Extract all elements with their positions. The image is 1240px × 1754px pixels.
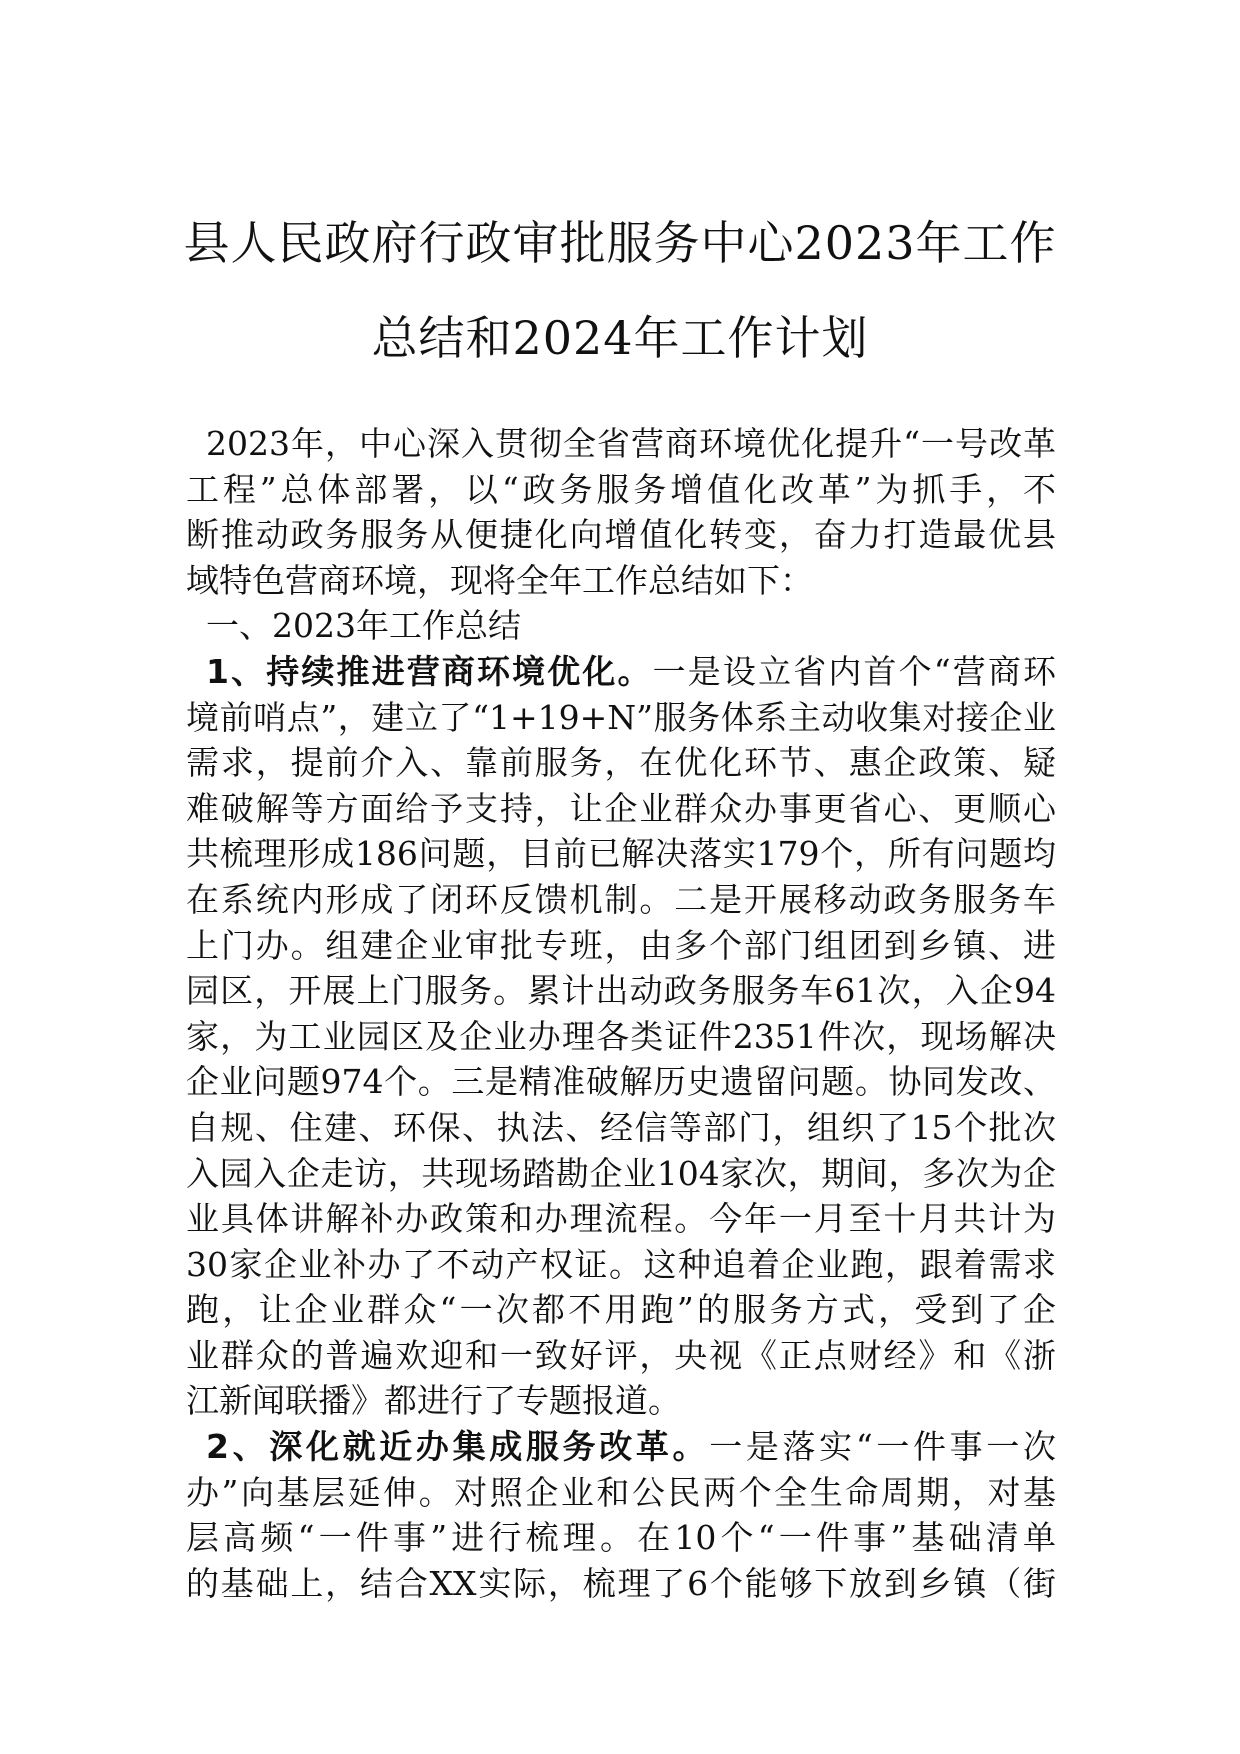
paragraph-line: 难破解等方面给予支持，让企业群众办事更省心、更顺心 bbox=[186, 788, 1056, 828]
paragraph-text: 一是落实“一件事一次 bbox=[709, 1427, 1056, 1467]
paragraph-line: 业具体讲解补办政策和办理流程。今年一月至十月共计为 bbox=[186, 1199, 1056, 1239]
paragraph-line: 需求，提前介入、靠前服务，在优化环节、惠企政策、疑 bbox=[186, 743, 1056, 783]
section-heading: 一、2023年工作总结 bbox=[206, 606, 521, 646]
paragraph-line: 上门办。组建企业审批专班，由多个部门组团到乡镇、进 bbox=[186, 925, 1056, 965]
paragraph-line: 跑，让企业群众“一次都不用跑”的服务方式，受到了企 bbox=[186, 1290, 1056, 1330]
paragraph-line: 在系统内形成了闭环反馈机制。二是开展移动政务服务车 bbox=[186, 879, 1056, 919]
paragraph-line: 层高频“一件事”进行梳理。在10个“一件事”基础清单 bbox=[186, 1518, 1056, 1558]
paragraph-line bbox=[186, 649, 1056, 695]
paragraph-line: 2023年，中心深入贯彻全省营商环境优化提升“一号改革 bbox=[206, 424, 1056, 463]
paragraph-line: 自规、住建、环保、执法、经信等部门，组织了15个批次 bbox=[186, 1107, 1056, 1147]
paragraph-line: 办”向基层延伸。对照企业和公民两个全生命周期，对基 bbox=[186, 1472, 1056, 1512]
document-body bbox=[186, 421, 1056, 1606]
paragraph-line: 江新闻联播》都进行了专题报道。 bbox=[186, 1381, 681, 1421]
paragraph-line: 入园入企走访，共现场踏勘企业104家次，期间，多次为企 bbox=[186, 1153, 1056, 1193]
paragraph-line: 工程”总体部署，以“政务服务增值化改革”为抓手，不 bbox=[186, 469, 1056, 509]
paragraph-text: 一是设立省内首个“营商环 bbox=[652, 651, 1056, 691]
paragraph-line: 家，为工业园区及企业办理各类证件2351件次，现场解决 bbox=[186, 1016, 1056, 1056]
paragraph-line: 境前哨点”，建立了“1+19+N”服务体系主动收集对接企业 bbox=[186, 697, 1056, 737]
subsection-heading-1: 1、持续推进营商环境优化。 bbox=[206, 651, 653, 691]
paragraph-line: 30家企业补办了不动产权证。这种追着企业跑，跟着需求 bbox=[186, 1244, 1056, 1284]
paragraph-line: 的基础上，结合XX实际，梳理了6个能够下放到乡镇（街 bbox=[186, 1563, 1056, 1603]
subsection-heading-2: 2、深化就近办集成服务改革。 bbox=[206, 1427, 710, 1467]
paragraph-line: 园区，开展上门服务。累计出动政务服务车61次，入企94 bbox=[186, 971, 1056, 1011]
document-title-line-1: 县人民政府行政审批服务中心2023年工作 bbox=[183, 216, 1057, 270]
paragraph-line: 断推动政务服务从便捷化向增值化转变，奋力打造最优县 bbox=[186, 515, 1056, 555]
paragraph-line bbox=[186, 1424, 1056, 1470]
paragraph-line: 共梳理形成186问题，目前已解决落实179个，所有问题均 bbox=[186, 834, 1056, 874]
document-title-line-2: 总结和2024年工作计划 bbox=[371, 311, 869, 365]
paragraph-line: 业群众的普遍欢迎和一致好评，央视《正点财经》和《浙 bbox=[186, 1335, 1056, 1375]
paragraph-line: 域特色营商环境，现将全年工作总结如下： bbox=[186, 560, 813, 600]
paragraph-line: 企业问题974个。三是精准破解历史遗留问题。协同发改、 bbox=[186, 1062, 1056, 1102]
